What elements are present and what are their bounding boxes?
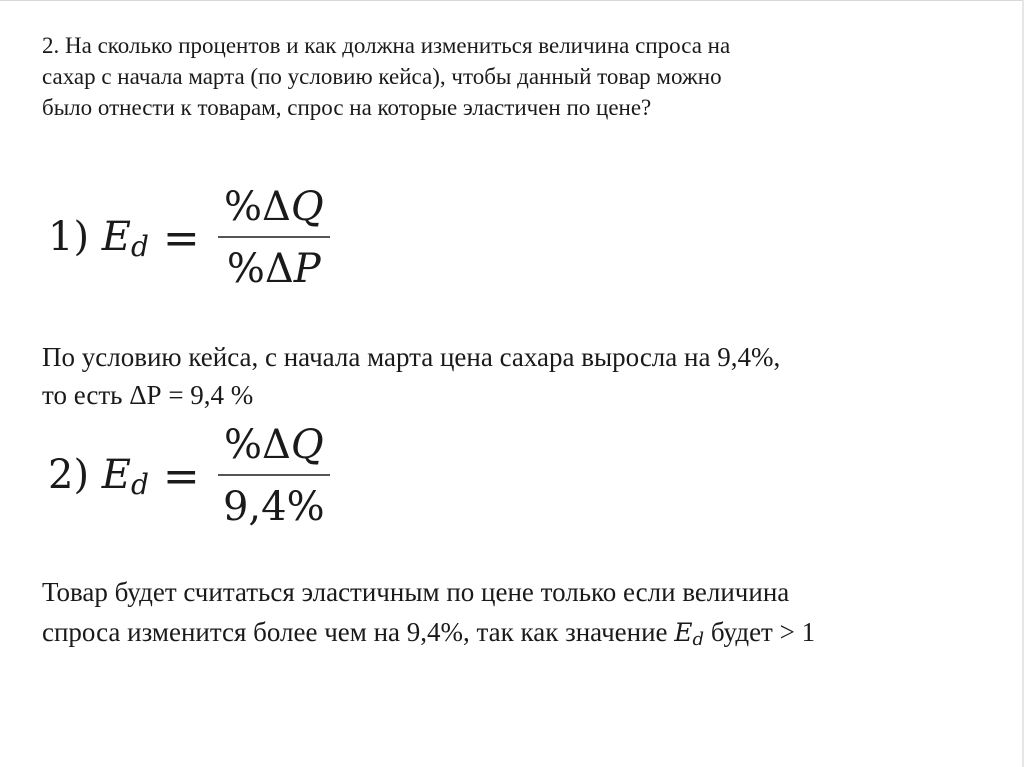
question-text bbox=[42, 30, 972, 123]
conclusion-text bbox=[42, 572, 815, 660]
formula-2-numerator bbox=[224, 420, 324, 470]
formula-1-equals: = bbox=[162, 212, 200, 264]
case-condition-text bbox=[42, 338, 780, 414]
formula-2-label: 2) bbox=[48, 451, 90, 498]
formula-1-fraction bbox=[218, 182, 330, 294]
formula-2-num-var: Q bbox=[290, 422, 324, 468]
formula-1-den-pct: %Δ bbox=[226, 246, 294, 292]
formula-1-num-pct: %Δ bbox=[223, 184, 291, 230]
formula-1-lhs bbox=[48, 214, 149, 263]
formula-2-num-pct: %Δ bbox=[223, 422, 291, 468]
formula-1-label: 1) bbox=[48, 213, 90, 260]
formula-1-sub: d bbox=[130, 229, 149, 263]
formula-1-numerator bbox=[224, 182, 324, 232]
slide-top-border bbox=[0, 0, 1024, 1]
condition-line-2: то есть ΔР = 9,4 % bbox=[42, 380, 254, 410]
formula-1-num-var: Q bbox=[290, 184, 324, 230]
formula-1-denominator bbox=[227, 244, 321, 294]
conclusion-ed-var: E bbox=[674, 618, 693, 647]
conclusion-ed-symbol bbox=[674, 618, 705, 650]
question-line-3: было отнести к товарам, спрос на которые эластичен по цене? bbox=[42, 95, 652, 120]
conclusion-line-2-prefix: спроса изменится более чем на 9,4%, так как значение bbox=[42, 617, 675, 647]
question-line-2: сахар с начала марта (по условию кейса), чтобы данный товар можно bbox=[42, 64, 722, 89]
elasticity-formula-1 bbox=[48, 182, 330, 294]
formula-1-var: E bbox=[101, 213, 131, 260]
conclusion-line-2 bbox=[42, 612, 815, 660]
formula-1-fraction-bar bbox=[218, 236, 330, 238]
condition-line-1: По условию кейса, с начала марта цена сахара выросла на 9,4%, bbox=[42, 342, 781, 372]
elasticity-formula-2 bbox=[48, 420, 330, 532]
formula-2-fraction bbox=[218, 420, 330, 532]
conclusion-line-1: Товар будет считаться эластичным по цене только если величина bbox=[42, 577, 790, 607]
formula-2-fraction-bar bbox=[218, 474, 330, 476]
question-line-1: 2. На сколько процентов и как должна измениться величина спроса на bbox=[42, 33, 731, 58]
formula-1-den-var: P bbox=[293, 246, 321, 292]
conclusion-line-2-suffix: будет > 1 bbox=[704, 617, 816, 647]
conclusion-ed-sub: d bbox=[692, 629, 705, 650]
formula-2-lhs bbox=[48, 452, 149, 501]
formula-2-var: E bbox=[101, 451, 131, 498]
formula-2-equals: = bbox=[162, 450, 200, 502]
formula-2-denominator: 9,4% bbox=[222, 484, 325, 530]
formula-2-sub: d bbox=[130, 467, 149, 501]
